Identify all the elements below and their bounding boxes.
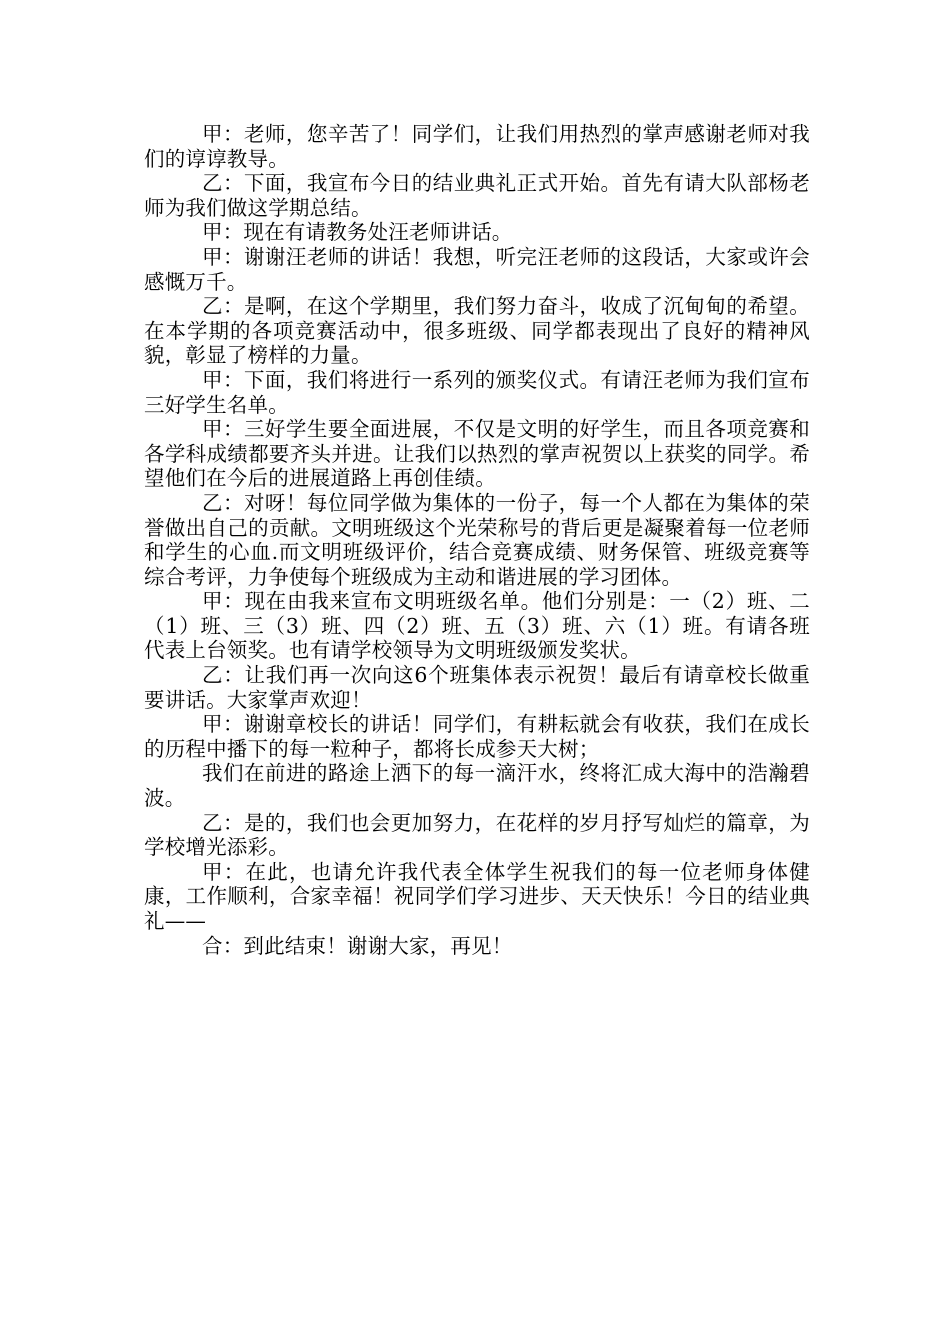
- paragraph: 合：到此结束！谢谢大家，再见！: [202, 933, 513, 958]
- paragraph: 甲：现在由我来宣布文明班级名单。他们分别是：一（2）班、二（1）班、三（3）班、四（2）班、五（3）班、六（1）班。有请各班代表上台领奖。也有请学校领导为文明班级颁发奖状。: [144, 589, 810, 663]
- paragraph: 甲：谢谢汪老师的讲话！我想，听完汪老师的这段话，大家或许会感慨万千。: [144, 244, 810, 294]
- document-body: [144, 122, 810, 958]
- paragraph: 甲：下面，我们将进行一系列的颁奖仪式。有请汪老师为我们宣布三好学生名单。: [144, 367, 810, 417]
- paragraph: 乙：下面，我宣布今日的结业典礼正式开始。首先有请大队部杨老师为我们做这学期总结。: [144, 171, 810, 220]
- paragraph: 乙：是的，我们也会更加努力，在花样的岁月抒写灿烂的篇章，为学校增光添彩。: [144, 810, 810, 860]
- paragraph: 甲：谢谢章校长的讲话！同学们，有耕耘就会有收获，我们在成长的历程中播下的每一粒种子，都将长成参天大树；: [144, 712, 810, 761]
- paragraph: 乙：让我们再一次向这6个班集体表示祝贺！最后有请章校长做重要讲话。大家掌声欢迎！: [144, 663, 810, 712]
- paragraph: 乙：对呀！每位同学做为集体的一份子，每一个人都在为集体的荣誉做出自己的贡献。文明班级这个光荣称号的背后更是凝聚着每一位老师和学生的心血.而文明班级评价，结合竞赛成绩、财务保管、班级竞赛等综合考评，力争使每个班级成为主动和谐进展的学习团体。: [144, 490, 810, 589]
- paragraph: 甲：在此，也请允许我代表全体学生祝我们的每一位老师身体健康，工作顺利，合家幸福！祝同学们学习进步、天天快乐！今日的结业典礼——: [144, 859, 810, 933]
- paragraph: 甲：现在有请教务处汪老师讲话。: [202, 220, 513, 245]
- paragraph: 甲：老师，您辛苦了！同学们，让我们用热烈的掌声感谢老师对我们的谆谆教导。: [144, 122, 810, 171]
- paragraph: 我们在前进的路途上洒下的每一滴汗水，终将汇成大海中的浩瀚碧波。: [144, 761, 810, 811]
- paragraph: 乙：是啊，在这个学期里，我们努力奋斗，收成了沉甸甸的希望。在本学期的各项竞赛活动中，很多班级、同学都表现出了良好的精神风貌，彰显了榜样的力量。: [144, 294, 810, 368]
- paragraph: 甲：三好学生要全面进展，不仅是文明的好学生，而且各项竞赛和各学科成绩都要齐头并进。让我们以热烈的掌声祝贺以上获奖的同学。希望他们在今后的进展道路上再创佳绩。: [144, 417, 810, 491]
